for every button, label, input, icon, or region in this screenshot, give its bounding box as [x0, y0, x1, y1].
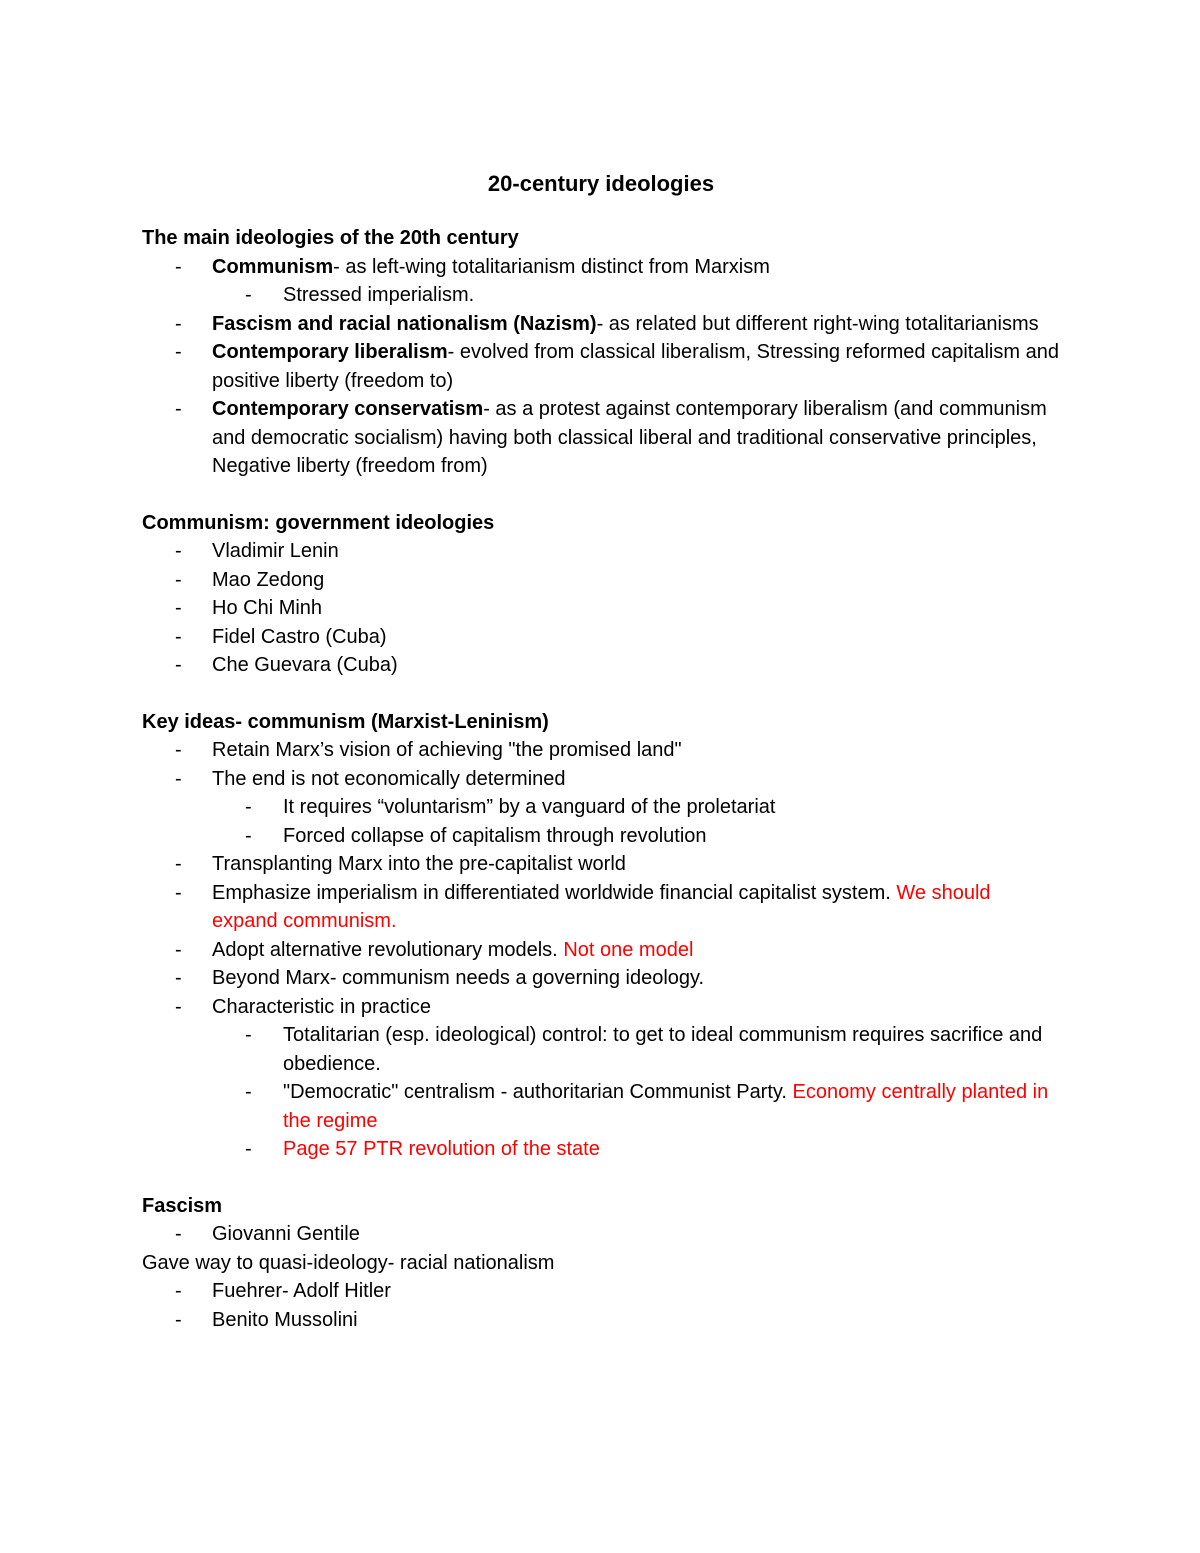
dash-bullet-icon: -	[175, 1223, 182, 1245]
dash-bullet-icon: -	[175, 767, 182, 790]
bullet-list	[142, 1220, 1060, 1249]
body-line: Gave way to quasi-ideology- racial nationalism	[142, 1251, 555, 1274]
red-annotation: Economy centrally planted in the regime	[283, 1081, 1049, 1132]
bold-term: Contemporary liberalism	[212, 341, 448, 363]
list-item	[142, 623, 1060, 652]
list-item	[142, 793, 1060, 822]
section-main-ideologies	[142, 224, 1060, 481]
item-text: Transplanting Marx into the pre-capitalist world	[212, 853, 626, 875]
bold-term: Communism	[212, 255, 334, 278]
list-item	[142, 566, 1060, 595]
section-communism-government	[142, 509, 1060, 680]
section-heading: Key ideas- communism (Marxist-Leninism)	[142, 710, 549, 733]
dash-bullet-icon: -	[175, 881, 182, 904]
list-item	[142, 822, 1060, 851]
list-item	[142, 594, 1060, 623]
list-item	[142, 879, 1060, 936]
red-annotation: We should expand communism.	[212, 881, 991, 932]
red-annotation: Page 57 PTR revolution of the state	[283, 1138, 600, 1160]
list-item	[142, 310, 1060, 339]
list-item	[142, 253, 1060, 282]
section-heading: Fascism	[142, 1194, 223, 1217]
dash-bullet-icon: -	[175, 597, 182, 619]
item-text: Characteristic in practice	[212, 995, 431, 1018]
bullet-list	[142, 537, 1060, 680]
item-text: - as related but different right-wing totalitarianisms	[596, 312, 1039, 335]
bold-term: Contemporary conservatism	[212, 398, 484, 420]
item-text: - as a protest against contemporary liberalism (and communism and democratic socialism) having both classical liberal and traditional conservative principles, Negative liberty (freedom from)	[212, 398, 1047, 477]
dash-bullet-icon: -	[175, 255, 182, 278]
section-key-ideas	[142, 708, 1060, 1164]
list-item	[142, 1306, 1060, 1335]
item-text: Ho Chi Minh	[212, 597, 323, 619]
item-text: Vladimir Lenin	[212, 540, 339, 562]
list-item	[142, 936, 1060, 965]
list-item	[142, 993, 1060, 1022]
list-item	[142, 651, 1060, 680]
list-item	[142, 736, 1060, 765]
list-item	[142, 537, 1060, 566]
list-item	[142, 1277, 1060, 1306]
list-item	[142, 281, 1060, 310]
dash-bullet-icon: -	[175, 1308, 182, 1331]
list-item	[142, 338, 1060, 395]
dash-bullet-icon: -	[245, 1138, 252, 1160]
dash-bullet-icon: -	[245, 1081, 252, 1103]
dash-bullet-icon: -	[245, 796, 252, 818]
item-text: Benito Mussolini	[212, 1308, 358, 1331]
list-item	[142, 1078, 1060, 1135]
dash-bullet-icon: -	[175, 398, 182, 420]
bold-term: Fascism and racial nationalism (Nazism)	[212, 312, 597, 335]
bullet-list	[142, 253, 1060, 481]
section-fascism	[142, 1192, 1060, 1335]
dash-bullet-icon: -	[245, 284, 252, 306]
section-heading: Communism: government ideologies	[142, 511, 495, 534]
item-text: The end is not economically determined	[212, 767, 566, 790]
item-text: Fidel Castro (Cuba)	[212, 625, 387, 648]
section-heading: The main ideologies of the 20th century	[142, 227, 519, 249]
dash-bullet-icon: -	[175, 312, 182, 335]
bullet-list	[142, 736, 1060, 1164]
dash-bullet-icon: -	[175, 967, 182, 989]
list-item	[142, 850, 1060, 879]
list-item	[142, 1135, 1060, 1164]
item-text: Totalitarian (esp. ideological) control: to get to ideal communism requires sacrifice and obedience.	[283, 1024, 1043, 1075]
item-text: Che Guevara (Cuba)	[212, 654, 398, 676]
item-text: - as left-wing totalitarianism distinct from Marxism	[333, 255, 770, 278]
item-text: Mao Zedong	[212, 568, 325, 591]
dash-bullet-icon: -	[245, 1024, 252, 1046]
list-item	[142, 765, 1060, 794]
item-text: Emphasize imperialism in differentiated worldwide financial capitalist system.	[212, 881, 897, 904]
dash-bullet-icon: -	[175, 625, 182, 648]
bullet-list	[142, 1277, 1060, 1334]
item-text: It requires “voluntarism” by a vanguard of the proletariat	[283, 796, 776, 818]
list-item	[142, 1021, 1060, 1078]
item-text: Beyond Marx- communism needs a governing ideology.	[212, 967, 705, 989]
item-text: Retain Marx’s vision of achieving "the promised land"	[212, 739, 682, 761]
list-item	[142, 395, 1060, 481]
dash-bullet-icon: -	[175, 938, 182, 961]
red-annotation: Not one model	[563, 938, 694, 961]
dash-bullet-icon: -	[245, 824, 252, 847]
item-text: "Democratic" centralism - authoritarian Communist Party.	[283, 1081, 793, 1103]
document-title: 20-century ideologies	[487, 171, 715, 196]
item-text: Stressed imperialism.	[283, 284, 475, 306]
dash-bullet-icon: -	[175, 341, 182, 363]
dash-bullet-icon: -	[175, 1280, 182, 1302]
list-item	[142, 1220, 1060, 1249]
item-text: Forced collapse of capitalism through revolution	[283, 824, 707, 847]
dash-bullet-icon: -	[175, 739, 182, 761]
dash-bullet-icon: -	[175, 995, 182, 1018]
item-text: Giovanni Gentile	[212, 1223, 360, 1245]
dash-bullet-icon: -	[175, 853, 182, 875]
list-item	[142, 964, 1060, 993]
item-text: - evolved from classical liberalism, Stressing reformed capitalism and positive liberty (freedom to)	[212, 341, 1059, 392]
dash-bullet-icon: -	[175, 654, 182, 676]
dash-bullet-icon: -	[175, 568, 182, 591]
item-text: Fuehrer- Adolf Hitler	[212, 1280, 391, 1302]
dash-bullet-icon: -	[175, 540, 182, 562]
item-text: Adopt alternative revolutionary models.	[212, 938, 564, 961]
